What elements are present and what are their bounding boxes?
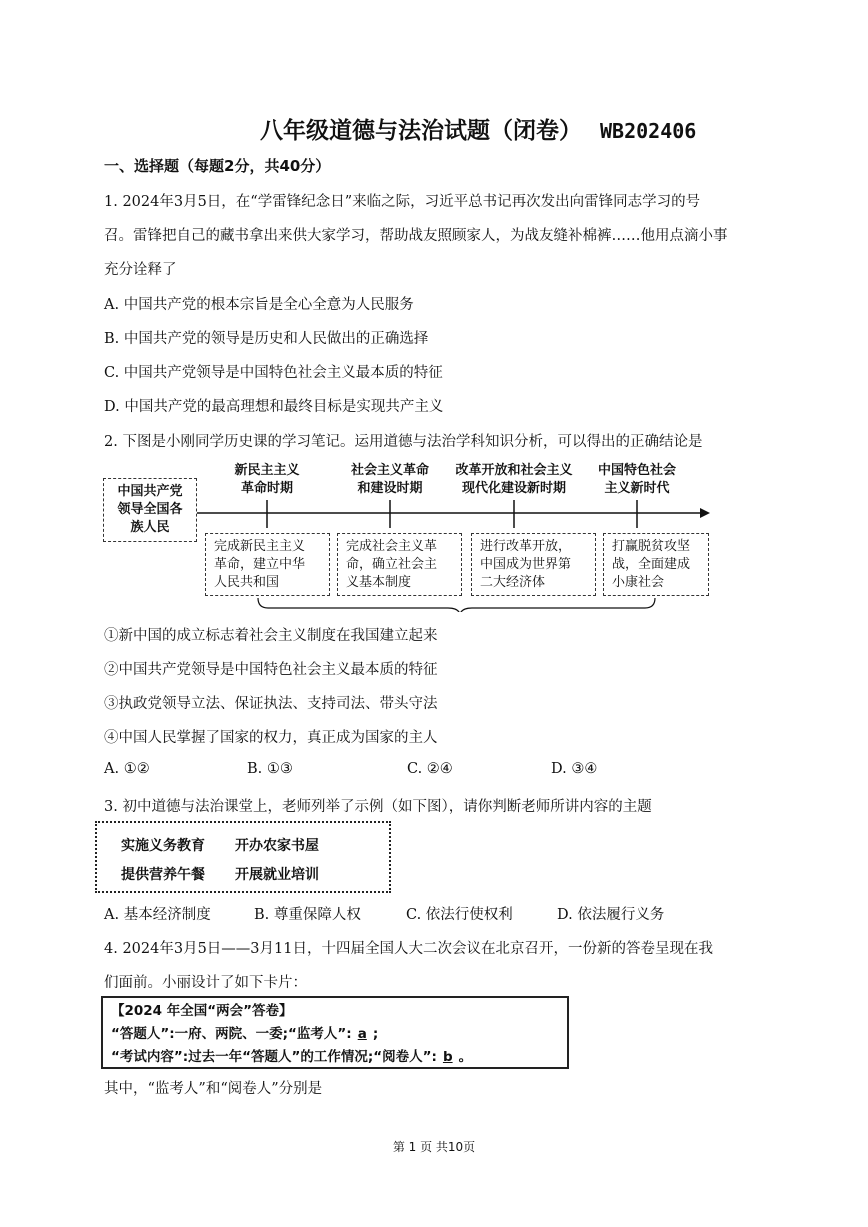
q1-line-1: 1. 2024年3月5日，在“学雷锋纪念日”来临之际，习近平总书记再次发出向雷锋同志学习的号 xyxy=(104,194,701,210)
period-label-line: 中国特色社会 xyxy=(597,463,676,478)
party-box-line: 中国共产党 xyxy=(117,484,183,499)
q4-card-text: ; xyxy=(372,1026,379,1042)
period-label-line: 新民主主义 xyxy=(234,463,300,478)
q3-example-box xyxy=(95,821,391,893)
period-note-line: 完成社会主义革 xyxy=(346,539,438,554)
q1-line-2: 召。雷锋把自己的藏书拿出来供大家学习，帮助战友照顾家人，为战友缝补棉裤……他用点滴小事 xyxy=(104,228,728,244)
q3-example: 开展就业培训 xyxy=(235,867,319,883)
period-note-line: 命，确立社会主 xyxy=(346,557,438,572)
q1-option-b: B. 中国共产党的领导是历史和人民做出的正确选择 xyxy=(104,331,429,347)
q4-card-line-2 xyxy=(111,1046,559,1069)
q1-line-3: 充分诠释了 xyxy=(104,262,177,278)
q1-option-d: D. 中国共产党的最高理想和最终目标是实现共产主义 xyxy=(104,399,444,415)
q2-option-c: C. ②④ xyxy=(407,761,453,777)
period-note-line: 打赢脱贫攻坚 xyxy=(612,539,691,554)
party-box-line: 族人民 xyxy=(130,520,170,535)
period-note-line: 中国成为世界第 xyxy=(480,557,572,572)
period-label xyxy=(330,462,450,498)
period-note-line: 进行改革开放， xyxy=(480,539,572,554)
period-label-line: 革命时期 xyxy=(240,481,293,496)
q2-statement-4: ④中国人民掌握了国家的权力，真正成为国家的主人 xyxy=(104,730,438,746)
page-footer: 第 1 页 共10页 xyxy=(392,1140,476,1154)
title-main: 八年级道德与法治试题（闭卷） xyxy=(260,118,582,144)
timeline-diagram xyxy=(100,462,720,612)
period-label-line: 改革开放和社会主义 xyxy=(455,463,573,478)
period-note xyxy=(205,533,330,596)
q4-card-text: “考试内容”:过去一年“答题人”的工作情况;“阅卷人”: xyxy=(111,1049,437,1065)
party-box-line: 领导全国各 xyxy=(117,502,183,517)
period-label-line: 主义新时代 xyxy=(604,481,670,496)
period-label-line: 现代化建设新时期 xyxy=(461,481,566,496)
q2-statement-3: ③执政党领导立法、保证执法、支持司法、带头守法 xyxy=(104,696,438,712)
period-note-line: 小康社会 xyxy=(612,575,665,590)
q3-option-d: D. 依法履行义务 xyxy=(557,907,665,923)
q3-example: 开办农家书屋 xyxy=(235,838,319,854)
q3-option-b: B. 尊重保障人权 xyxy=(254,907,361,923)
period-label xyxy=(207,462,327,498)
q1-option-c: C. 中国共产党领导是中国特色社会主义最本质的特征 xyxy=(104,365,443,381)
q3-option-c: C. 依法行使权利 xyxy=(406,907,513,923)
q2-option-d: D. ③④ xyxy=(551,761,598,777)
period-label xyxy=(439,462,589,498)
page-title xyxy=(260,112,696,145)
blank-a: a xyxy=(357,1026,367,1042)
q2-statement-1: ①新中国的成立标志着社会主义制度在我国建立起来 xyxy=(104,628,438,644)
period-label xyxy=(577,462,697,498)
q3-example: 实施义务教育 xyxy=(121,838,205,854)
period-note-line: 义基本制度 xyxy=(346,575,412,590)
period-note-line: 战，全面建成 xyxy=(612,557,691,572)
q4-line-2: 们面前。小丽设计了如下卡片： xyxy=(104,975,307,991)
title-code: WB202406 xyxy=(600,119,697,143)
period-label-line: 和建设时期 xyxy=(357,481,423,496)
q1-option-a: A. 中国共产党的根本宗旨是全心全意为人民服务 xyxy=(104,297,414,313)
period-note-line: 人民共和国 xyxy=(214,575,280,590)
period-note-line: 革命，建立中华 xyxy=(214,557,306,572)
q4-line-1: 4. 2024年3月5日——3月11日，十四届全国人大二次会议在北京召开，一份新的答卷呈现在我 xyxy=(104,941,713,957)
period-note-line: 完成新民主主义 xyxy=(214,539,306,554)
period-note-line: 二大经济体 xyxy=(480,575,546,590)
q2-option-a: A. ①② xyxy=(104,761,150,777)
period-note xyxy=(471,533,596,596)
blank-b: b xyxy=(442,1049,453,1065)
period-note xyxy=(603,533,709,596)
q4-card-text: 。 xyxy=(458,1049,473,1065)
q4-card xyxy=(101,996,569,1069)
q4-card-heading: 【2024 年全国“两会”答卷】 xyxy=(111,1003,293,1019)
q4-card-text: “答题人”:一府、两院、一委;“监考人”: xyxy=(111,1026,352,1042)
q4-question: 其中，“监考人”和“阅卷人”分别是 xyxy=(104,1081,323,1097)
q3-stem: 3. 初中道德与法治课堂上，老师列举了示例（如下图），请你判断老师所讲内容的主题 xyxy=(104,799,652,815)
q2-option-b: B. ①③ xyxy=(247,761,293,777)
q4-card-line-1 xyxy=(111,1023,559,1046)
period-label-line: 社会主义革命 xyxy=(350,463,429,478)
period-note xyxy=(337,533,462,596)
q3-option-a: A. 基本经济制度 xyxy=(104,907,211,923)
q2-statement-2: ②中国共产党领导是中国特色社会主义最本质的特征 xyxy=(104,662,438,678)
q2-stem: 2. 下图是小刚同学历史课的学习笔记。运用道德与法治学科知识分析，可以得出的正确结论是 xyxy=(104,434,703,450)
q3-example: 提供营养午餐 xyxy=(121,867,205,883)
section-heading: 一、选择题（每题2分，共40分） xyxy=(104,157,331,175)
